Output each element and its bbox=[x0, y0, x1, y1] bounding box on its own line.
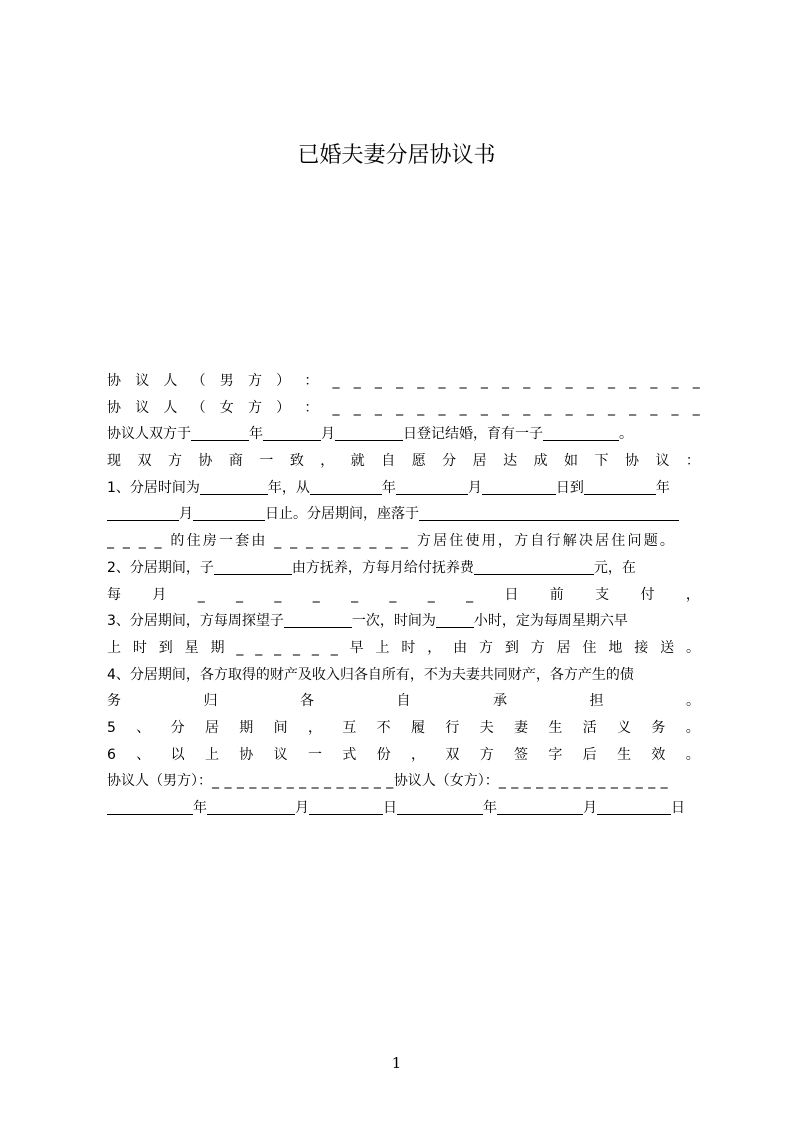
glyph: _ bbox=[607, 399, 615, 416]
clause-1-location: 月 日止。分居期间，座落于 bbox=[107, 501, 700, 528]
glyph: _ bbox=[236, 586, 244, 603]
glyph: _ bbox=[389, 586, 397, 603]
glyph: 夫 bbox=[479, 719, 494, 736]
glyph: 成 bbox=[533, 453, 548, 470]
glyph: ） bbox=[276, 373, 291, 389]
clause-3-visits: 3、分居期间，方每周探望子 一次，时间为 小时，定为每周星期六早 bbox=[107, 613, 628, 630]
glyph: 承 bbox=[493, 693, 507, 710]
glyph: 行 bbox=[445, 719, 460, 736]
glyph: _ bbox=[332, 399, 340, 416]
glyph: ， bbox=[411, 746, 426, 763]
line-marriage-date: 协议人双方于 年 月 日登记结婚，育有一子 。 bbox=[107, 426, 633, 443]
glyph: 支 bbox=[595, 586, 610, 603]
glyph: _ bbox=[629, 373, 637, 389]
glyph: 期 bbox=[210, 639, 225, 656]
glyph: 方 bbox=[530, 639, 545, 656]
glyph: _ bbox=[523, 373, 531, 389]
clause-4-property: 4、分居期间，各方取得的财产及收入归各自所有，不为夫妻共同财产，各方产生的债 bbox=[107, 666, 634, 683]
glyph: _ bbox=[374, 399, 382, 416]
glyph: _ bbox=[480, 373, 488, 389]
glyph: （ bbox=[191, 399, 206, 416]
glyph: 期 bbox=[239, 719, 254, 736]
glyph: 居 bbox=[472, 453, 487, 470]
clause-2-custody: 2、分居期间，子 由方抚养，方每月给付抚养费 元，在 bbox=[107, 559, 636, 576]
glyph: 义 bbox=[617, 719, 632, 736]
glyph: 到 bbox=[158, 639, 173, 656]
glyph: 就 bbox=[350, 453, 365, 470]
glyph: _ bbox=[255, 639, 263, 656]
glyph: 月 bbox=[152, 586, 167, 603]
glyph: ： bbox=[304, 399, 319, 416]
glyph: 方 bbox=[167, 453, 182, 470]
glyph: 男 bbox=[219, 373, 234, 389]
glyph: 双 bbox=[137, 453, 152, 470]
glyph: 自 bbox=[396, 693, 411, 710]
glyph: _ bbox=[671, 399, 679, 416]
glyph: ） bbox=[276, 399, 291, 416]
glyph: _ bbox=[311, 639, 319, 656]
clause-1-residence: _ _ _ _ 的住房一套由 _ _ _ _ _ _ _ _ _ 方居住使用，方自行解决居住问题。 bbox=[107, 533, 677, 550]
glyph: 地 bbox=[608, 639, 623, 656]
glyph: 到 bbox=[504, 639, 519, 656]
glyph: 。 bbox=[685, 719, 700, 736]
glyph: 居 bbox=[556, 639, 571, 656]
glyph: 一 bbox=[307, 746, 322, 763]
glyph: _ bbox=[353, 399, 361, 416]
glyph: 方 bbox=[247, 399, 262, 416]
glyph: ： bbox=[685, 453, 700, 470]
glyph: _ bbox=[480, 399, 488, 416]
glyph: 达 bbox=[503, 453, 518, 470]
glyph: _ bbox=[692, 399, 700, 416]
glyph: 务 bbox=[651, 719, 666, 736]
glyph: 。 bbox=[685, 746, 700, 763]
signature-date-line: 年 月 日 年 月 日 bbox=[107, 795, 700, 822]
document-title: 已婚夫妻分居协议书 bbox=[297, 143, 496, 168]
glyph: 、 bbox=[136, 746, 151, 763]
glyph: 时 bbox=[401, 639, 416, 656]
blank-child bbox=[543, 425, 619, 441]
glyph: _ bbox=[312, 586, 320, 603]
glyph: 人 bbox=[163, 399, 178, 416]
glyph: 议 bbox=[655, 453, 670, 470]
glyph: _ bbox=[544, 373, 552, 389]
clause-5 bbox=[107, 715, 700, 742]
glyph: 各 bbox=[300, 693, 314, 710]
glyph: 字 bbox=[548, 746, 563, 763]
glyph: 生 bbox=[548, 719, 563, 736]
glyph: 前 bbox=[549, 586, 564, 603]
glyph: _ bbox=[374, 373, 382, 389]
line-consensus bbox=[107, 448, 700, 475]
glyph: _ bbox=[417, 399, 425, 416]
glyph: 现 bbox=[107, 453, 121, 470]
clause-6 bbox=[107, 742, 700, 769]
glyph: 如 bbox=[564, 453, 579, 470]
glyph: 互 bbox=[342, 719, 357, 736]
glyph: 议 bbox=[135, 373, 150, 389]
glyph: _ bbox=[502, 373, 509, 389]
glyph: _ bbox=[459, 399, 467, 416]
glyph: _ bbox=[396, 399, 404, 416]
glyph: 由 bbox=[453, 639, 468, 656]
glyph: 住 bbox=[582, 639, 597, 656]
clause-4-debts bbox=[107, 688, 700, 715]
glyph: 协 bbox=[624, 453, 639, 470]
glyph: _ bbox=[330, 639, 338, 656]
glyph: 。 bbox=[686, 693, 700, 710]
clause-1-period: 1、分居时间为 年，从 年 月 日到 年 bbox=[107, 479, 670, 496]
glyph: _ bbox=[353, 373, 361, 389]
glyph: 分 bbox=[170, 719, 185, 736]
glyph: 、 bbox=[136, 719, 151, 736]
glyph: _ bbox=[671, 373, 679, 389]
glyph: 协 bbox=[239, 746, 254, 763]
glyph: _ bbox=[427, 586, 435, 603]
glyph: （ bbox=[191, 373, 206, 389]
glyph: 商 bbox=[228, 453, 243, 470]
glyph: 一 bbox=[259, 453, 274, 470]
glyph: _ bbox=[502, 399, 509, 416]
glyph: _ bbox=[586, 399, 594, 416]
glyph: _ bbox=[650, 399, 658, 416]
glyph: _ bbox=[565, 399, 573, 416]
glyph: 付 bbox=[640, 586, 655, 603]
glyph: 协 bbox=[198, 453, 213, 470]
glyph: 履 bbox=[411, 719, 426, 736]
line-husband bbox=[107, 368, 700, 395]
glyph: 方 bbox=[247, 373, 262, 389]
clause-3-schedule bbox=[107, 635, 700, 662]
glyph: 协 bbox=[107, 373, 121, 389]
glyph: 6 bbox=[107, 746, 116, 763]
page-number: 1 bbox=[391, 1054, 402, 1072]
glyph: _ bbox=[274, 586, 282, 603]
line-wife bbox=[107, 395, 700, 422]
glyph: 上 bbox=[204, 746, 219, 763]
glyph: _ bbox=[351, 586, 359, 603]
glyph: 自 bbox=[381, 453, 396, 470]
agreement-body bbox=[107, 368, 700, 822]
glyph: _ bbox=[236, 639, 244, 656]
glyph: 务 bbox=[107, 693, 121, 710]
glyph: 人 bbox=[163, 373, 178, 389]
glyph: ， bbox=[427, 639, 442, 656]
glyph: 协 bbox=[107, 399, 121, 416]
glyph: 双 bbox=[445, 746, 460, 763]
glyph: 以 bbox=[170, 746, 185, 763]
glyph: _ bbox=[438, 399, 446, 416]
glyph: _ bbox=[466, 586, 474, 603]
glyph: 日 bbox=[504, 586, 519, 603]
glyph: _ bbox=[332, 373, 340, 389]
glyph: _ bbox=[523, 399, 531, 416]
blank-day bbox=[335, 425, 403, 441]
glyph: 式 bbox=[342, 746, 357, 763]
glyph: 早 bbox=[349, 639, 364, 656]
glyph: 不 bbox=[376, 719, 391, 736]
glyph: 担 bbox=[589, 693, 604, 710]
glyph: 5 bbox=[107, 719, 116, 736]
glyph: 妻 bbox=[514, 719, 529, 736]
glyph: _ bbox=[197, 586, 205, 603]
blank-month bbox=[263, 425, 321, 441]
glyph: 上 bbox=[107, 639, 121, 656]
glyph: _ bbox=[417, 373, 425, 389]
glyph: _ bbox=[607, 373, 615, 389]
glyph: _ bbox=[293, 639, 300, 656]
glyph: ， bbox=[307, 719, 322, 736]
clause-2-payment bbox=[107, 582, 700, 609]
glyph: _ bbox=[586, 373, 594, 389]
glyph: _ bbox=[629, 399, 637, 416]
glyph: 生 bbox=[617, 746, 632, 763]
glyph: _ bbox=[565, 373, 573, 389]
glyph: _ bbox=[692, 373, 700, 389]
glyph: 份 bbox=[376, 746, 391, 763]
glyph: 下 bbox=[594, 453, 609, 470]
glyph: ： bbox=[304, 373, 319, 389]
glyph: 愿 bbox=[411, 453, 426, 470]
glyph: 星 bbox=[184, 639, 199, 656]
glyph: 后 bbox=[582, 746, 597, 763]
glyph: _ bbox=[544, 399, 552, 416]
glyph: 方 bbox=[479, 746, 494, 763]
glyph: 每 bbox=[107, 586, 121, 603]
glyph: 上 bbox=[375, 639, 390, 656]
glyph: ， bbox=[320, 453, 335, 470]
glyph: 间 bbox=[273, 719, 288, 736]
signature-line: 协议人（男方）：_ _ _ _ _ _ _ _ _ _ _ _ _ _ _协议人（女方）：_ _ _ _ _ _ _ _ _ _ _ _ _ _ bbox=[107, 773, 669, 790]
glyph: 送 bbox=[660, 639, 675, 656]
glyph: 时 bbox=[132, 639, 147, 656]
glyph: 致 bbox=[289, 453, 304, 470]
glyph: 女 bbox=[219, 399, 234, 416]
glyph: _ bbox=[650, 373, 658, 389]
glyph: _ bbox=[438, 373, 446, 389]
glyph: 活 bbox=[582, 719, 597, 736]
blank-year bbox=[191, 425, 249, 441]
glyph: 。 bbox=[686, 639, 700, 656]
glyph: 效 bbox=[651, 746, 666, 763]
glyph: 方 bbox=[479, 639, 493, 656]
glyph: 居 bbox=[204, 719, 219, 736]
glyph: 归 bbox=[203, 693, 218, 710]
glyph: 议 bbox=[273, 746, 288, 763]
glyph: 分 bbox=[442, 453, 457, 470]
glyph: 接 bbox=[634, 639, 649, 656]
glyph: 议 bbox=[135, 399, 150, 416]
glyph: 签 bbox=[514, 746, 529, 763]
glyph: _ bbox=[274, 639, 282, 656]
glyph: _ bbox=[459, 373, 467, 389]
glyph: ， bbox=[685, 586, 700, 603]
glyph: _ bbox=[396, 373, 404, 389]
